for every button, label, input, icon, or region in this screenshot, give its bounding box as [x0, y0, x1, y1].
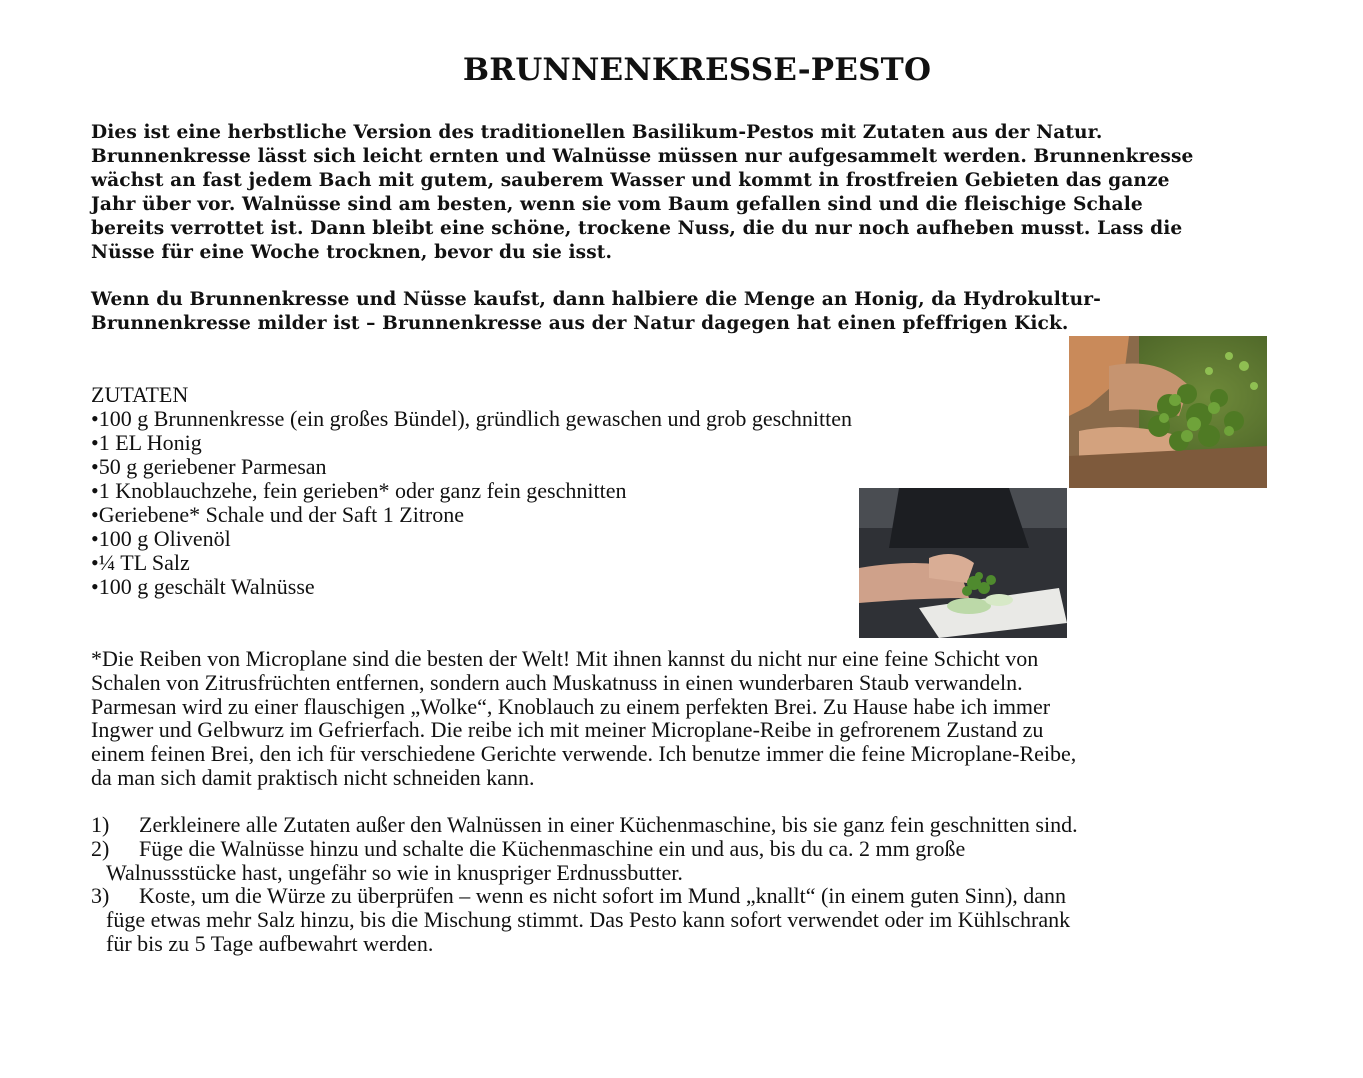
ingredient-item: •100 g Brunnenkresse (ein großes Bündel), gründlich gewaschen und grob geschnitten [91, 406, 853, 431]
purchase-note-line: Brunnenkresse milder ist – Brunnenkresse aus der Natur dagegen hat einen pfeffrigen Kick. [91, 313, 1069, 334]
purchase-note-paragraph [91, 288, 1291, 336]
instruction-step [91, 813, 1331, 837]
step-text-continued: füge etwas mehr Salz hinzu, bis die Mischung stimmt. Das Pesto kann sofort verwendet oder im Kühlschrank [106, 907, 1071, 933]
intro-line: Dies ist eine herbstliche Version des traditionellen Basilikum-Pestos mit Zutaten aus der Natur. [91, 122, 1103, 143]
intro-line: Jahr über vor. Walnüsse sind am besten, wenn sie vom Baum gefallen sind und die fleischige Schale [91, 194, 1143, 215]
step-number: 3) [91, 883, 110, 909]
purchase-note-line: Wenn du Brunnenkresse und Nüsse kaufst, dann halbiere die Menge an Honig, da Hydrokultur- [91, 289, 1101, 310]
footnote-line: einem feinen Brei, den ich für verschiedene Gerichte verwende. Ich benutze immer die feine Microplane-Reibe, [91, 741, 1077, 767]
step-text: Füge die Walnüsse hinzu und schalte die Küchenmaschine ein und aus, bis du ca. 2 mm große [139, 835, 966, 861]
ingredients-heading: ZUTATEN [91, 382, 189, 407]
footnote-line: Ingwer und Gelbwurz im Gefrierfach. Die reibe ich mit meiner Microplane-Reibe in gefrorenem Zustand zu [91, 717, 1044, 743]
intro-line: Brunnenkresse lässt sich leicht ernten und Walnüsse müssen nur aufgesammelt werden. Brunnenkresse [91, 146, 1194, 167]
ingredient-item: •100 g Olivenöl [91, 526, 231, 551]
intro-line: Nüsse für eine Woche trocknen, bevor du sie isst. [91, 242, 613, 263]
instruction-step [91, 837, 1331, 861]
footnote-line: Schalen von Zitrusfrüchten entfernen, sondern auch Muskatnuss in einen wunderbaren Staub verwandeln. [91, 669, 1023, 695]
footnote-line: da man sich damit praktisch nicht schneiden kann. [91, 764, 535, 790]
step-number: 2) [91, 835, 110, 861]
ingredient-item: •1 EL Honig [91, 430, 202, 455]
intro-line: bereits verrottet ist. Dann bleibt eine schöne, trockene Nuss, die du nur noch aufheben musst. Lass die [91, 218, 1183, 239]
ingredient-item: •50 g geriebener Parmesan [91, 454, 327, 479]
watercress-harvest-photo [1069, 336, 1267, 488]
ingredient-item: •Geriebene* Schale und der Saft 1 Zitrone [91, 502, 465, 527]
ingredients-section [91, 383, 1071, 599]
footnote-line: *Die Reiben von Microplane sind die besten der Welt! Mit ihnen kannst du nicht nur eine feine Schicht von [91, 646, 1039, 671]
microplane-footnote [91, 647, 1311, 790]
step-text-continued: Walnussstücke hast, ungefähr so wie in knuspriger Erdnussbutter. [106, 859, 683, 885]
step-number: 1) [91, 812, 110, 837]
footnote-line: Parmesan wird zu einer flauschigen „Wolke“, Knoblauch zu einem perfekten Brei. Zu Hause habe ich immer [91, 693, 1051, 719]
page-title: BRUNNENKRESSE-PESTO [462, 52, 932, 88]
step-text: Koste, um die Würze zu überprüfen – wenn es nicht sofort im Mund „knallt“ (in einem guten Sinn), dann [139, 883, 1067, 909]
ingredient-item: •100 g geschält Walnüsse [91, 574, 315, 599]
ingredient-item: •1 Knoblauchzehe, fein gerieben* oder ganz fein geschnitten [91, 478, 627, 503]
step-text: Zerkleinere alle Zutaten außer den Walnüssen in einer Küchenmaschine, bis sie ganz fein geschnitten sind. [139, 812, 1078, 837]
instruction-step [91, 884, 1331, 908]
intro-line: wächst an fast jedem Bach mit gutem, sauberem Wasser und kommt in frostfreien Gebieten das ganze [91, 170, 1170, 191]
instructions-list [91, 813, 1331, 956]
ingredient-item: •¼ TL Salz [91, 550, 190, 575]
intro-paragraph [91, 121, 1291, 265]
step-text-continued: für bis zu 5 Tage aufbewahrt werden. [106, 930, 434, 956]
